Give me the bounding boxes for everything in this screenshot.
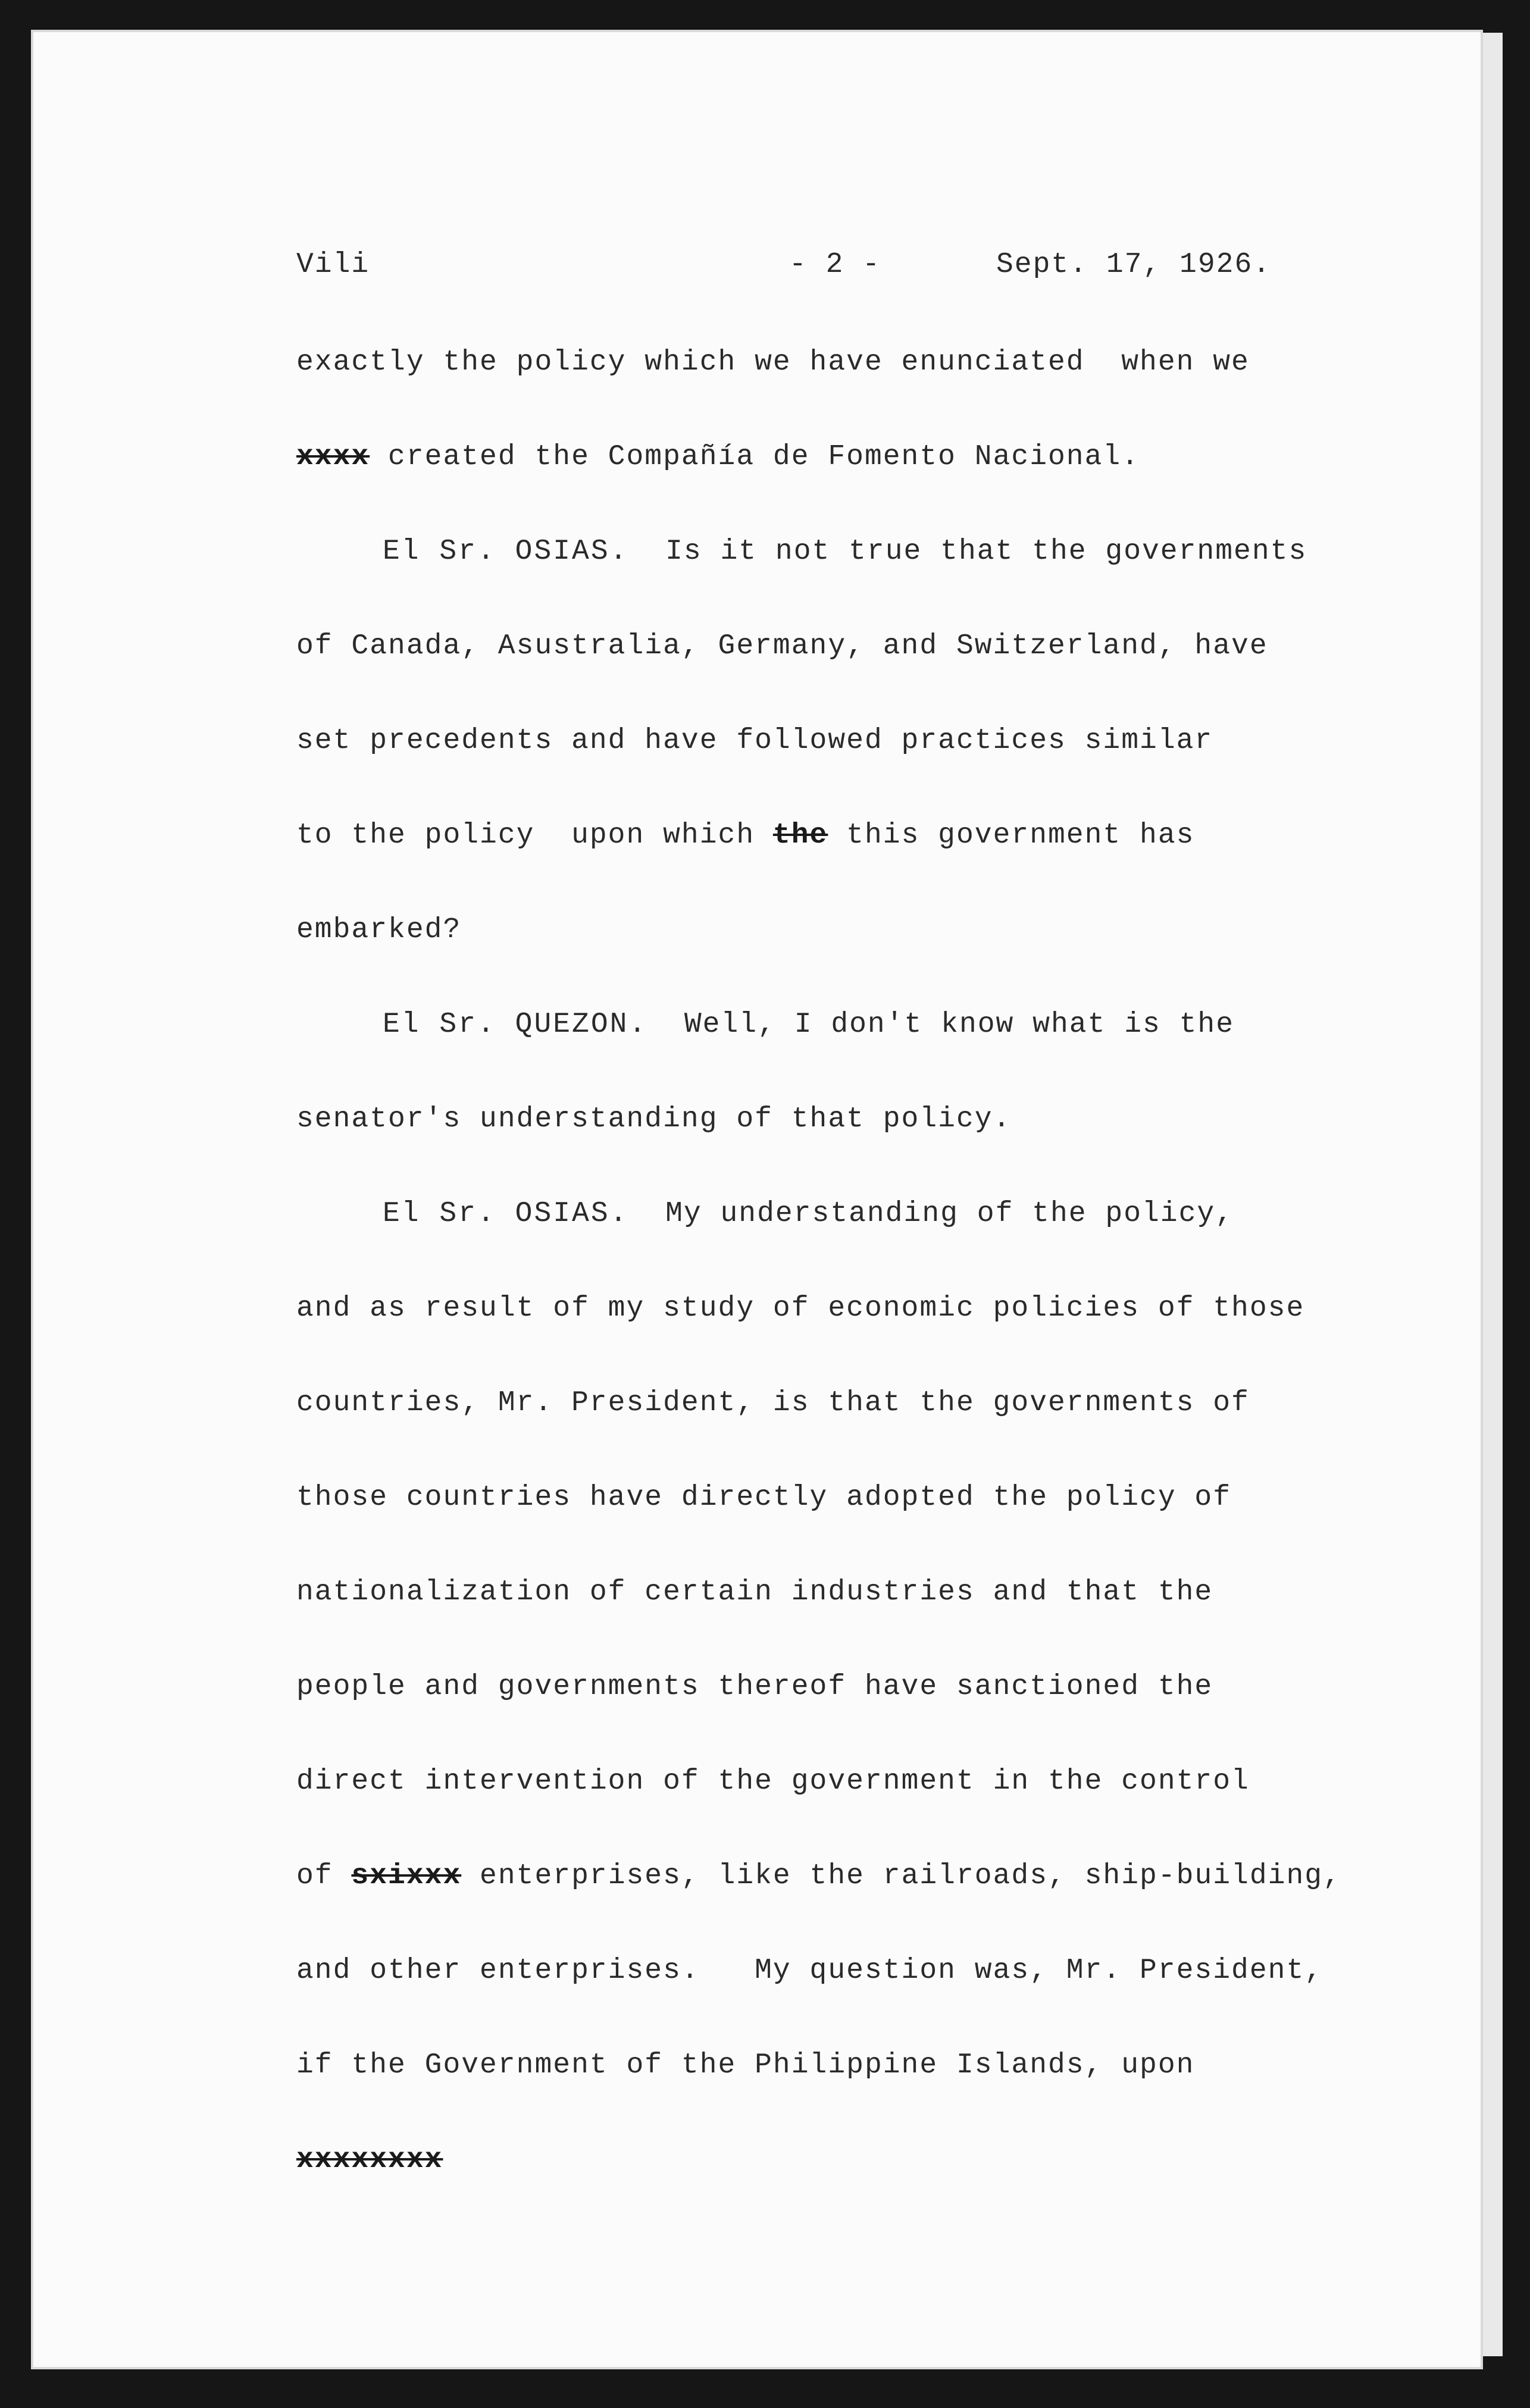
speech-line	[296, 1167, 1415, 1261]
line-text: created the Compañía de Fomento Nacional.	[370, 441, 1140, 473]
text-line: if the Government of the Philippine Islands, upon	[296, 2049, 1195, 2081]
header-date: Sept. 17, 1926.	[996, 249, 1272, 281]
text-line: those countries have directly adopted the policy of	[296, 1482, 1232, 1514]
text-line: and as result of my study of economic policies of those	[296, 1292, 1305, 1324]
speaker-name: El Sr. OSIAS.	[383, 1198, 629, 1230]
line-text: enterprises, like the railroads, ship-building,	[461, 1860, 1341, 1892]
text-line: senator's understanding of that policy.	[296, 1103, 1012, 1135]
struck-text: xxxx	[296, 441, 370, 473]
text-line: and other enterprises. My question was, Mr. President,	[296, 1955, 1324, 1987]
line-text: Well, I don't know what is the	[647, 1009, 1235, 1041]
text-line: exactly the policy which we have enunciated when we	[296, 346, 1250, 378]
transcript-text	[296, 220, 1415, 2207]
line-text: Is it not true that the governments	[628, 536, 1307, 568]
text-line	[296, 788, 1415, 883]
speaker-name: El Sr. OSIAS.	[383, 536, 629, 568]
text-line	[296, 1829, 1415, 1924]
page-header	[296, 220, 1415, 315]
struck-text: the	[772, 819, 828, 851]
text-line	[296, 2113, 1415, 2207]
text-line	[296, 410, 1415, 505]
text-line: direct intervention of the government in the control	[296, 1765, 1250, 1798]
line-text: My understanding of the policy,	[628, 1198, 1234, 1230]
line-text: to the policy upon which	[296, 819, 773, 851]
text-line: set precedents and have followed practices similar	[296, 725, 1213, 757]
header-initials: Vili	[296, 249, 370, 281]
line-text: of	[296, 1860, 352, 1892]
speech-line	[296, 978, 1415, 1072]
line-text: this government has	[828, 819, 1195, 851]
text-line: people and governments thereof have sanctioned the	[296, 1671, 1213, 1703]
page-number: - 2 -	[789, 249, 881, 281]
struck-text: sxixxx	[351, 1860, 462, 1892]
text-line: of Canada, Asustralia, Germany, and Switzerland, have	[296, 630, 1268, 662]
struck-text: xxxxxxxx	[296, 2144, 443, 2176]
speech-line	[296, 505, 1415, 599]
text-line: embarked?	[296, 914, 462, 946]
text-line: countries, Mr. President, is that the governments of	[296, 1387, 1250, 1419]
text-line: nationalization of certain industries and that the	[296, 1576, 1213, 1608]
speaker-name: El Sr. QUEZON.	[383, 1009, 648, 1041]
